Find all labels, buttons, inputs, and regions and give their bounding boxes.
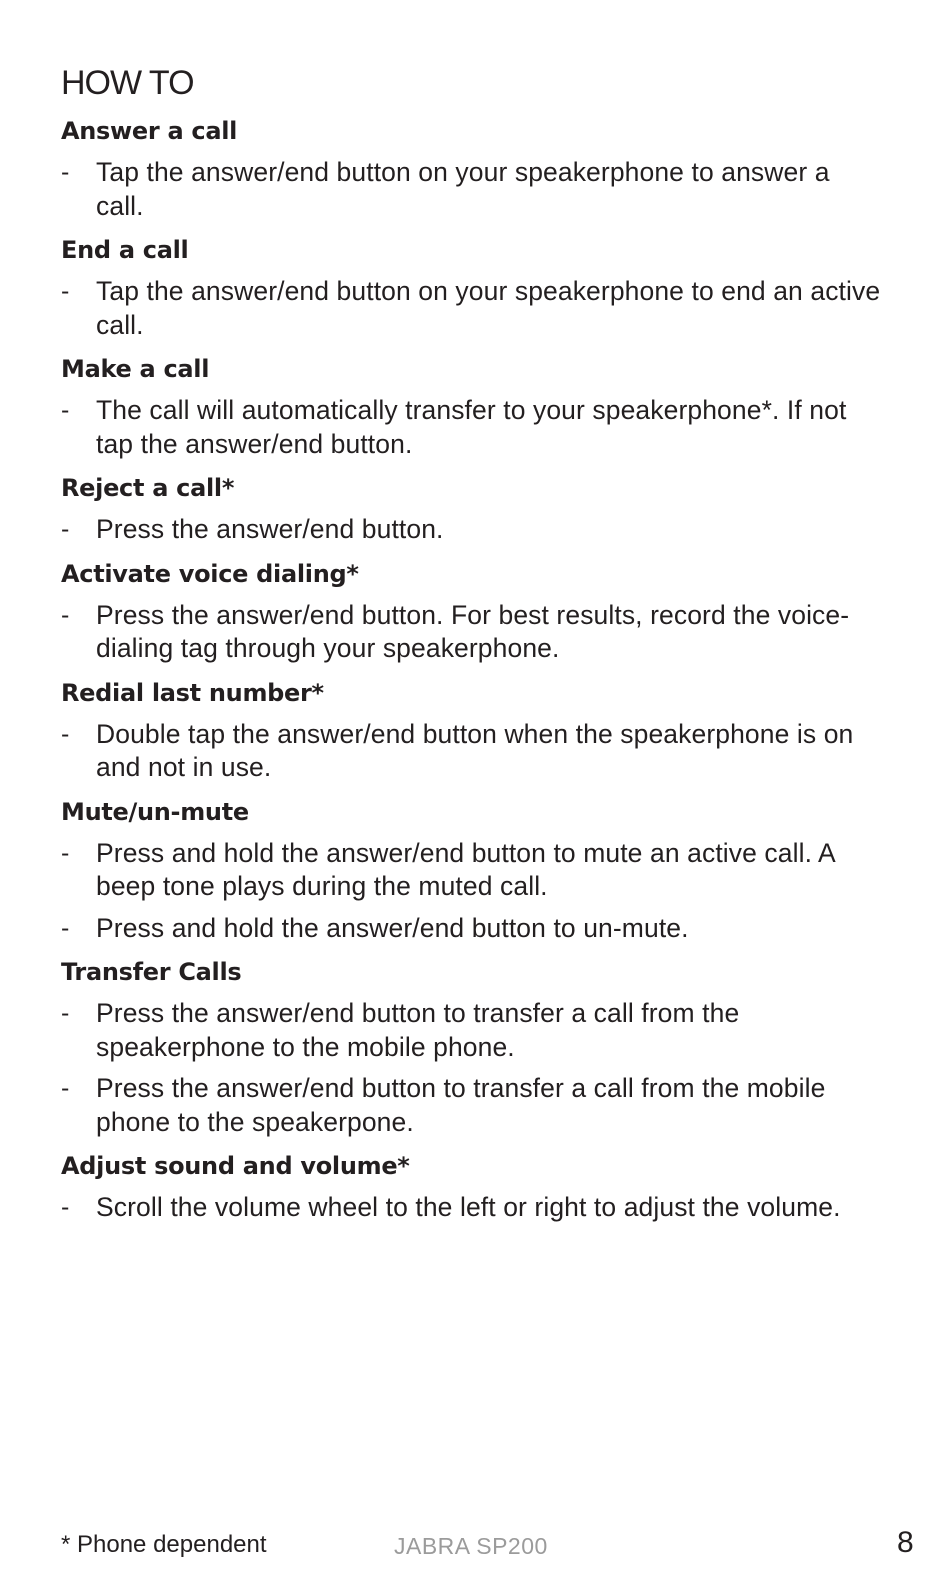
section-answer-a-call — [61, 114, 881, 223]
section-heading: Adjust sound and volume* — [61, 1152, 410, 1180]
section-heading: Answer a call — [61, 117, 238, 145]
section-heading: End a call — [61, 236, 189, 264]
section-activate-voice-dialing — [61, 557, 881, 666]
section-redial-last-number — [61, 676, 881, 785]
step-text: Press and hold the answer/end button to un-mute. — [96, 912, 689, 943]
dash-bullet: - — [61, 719, 70, 748]
section-heading: Mute/un-mute — [61, 797, 249, 826]
section-heading: Make a call — [61, 355, 210, 383]
list-item — [61, 1072, 881, 1139]
section-transfer-calls — [61, 955, 881, 1139]
dash-bullet: - — [61, 838, 70, 867]
dash-bullet: - — [61, 600, 70, 629]
dash-bullet: - — [61, 999, 70, 1027]
section-heading: Redial last number* — [61, 678, 324, 707]
section-heading: Activate voice dialing* — [61, 559, 359, 588]
dash-bullet: - — [61, 396, 70, 424]
list-item — [61, 837, 881, 904]
section-adjust-sound-and-volume — [61, 1149, 881, 1225]
dash-bullet: - — [61, 1193, 70, 1221]
instructions-list — [61, 114, 881, 1235]
list-item — [61, 156, 881, 223]
list-item — [61, 599, 881, 666]
step-text: Tap the answer/end button on your speakerphone to answer a call. — [96, 157, 830, 221]
page-number: 8 — [897, 1526, 914, 1559]
section-heading: Reject a call* — [61, 474, 235, 502]
step-text: Press the answer/end button. For best results, record the voice-dialing tag through your speakerphone. — [96, 599, 850, 663]
dash-bullet: - — [61, 913, 70, 942]
section-make-a-call — [61, 352, 881, 461]
step-text: Scroll the volume wheel to the left or right to adjust the volume. — [96, 1192, 841, 1222]
product-name: JABRA SP200 — [394, 1533, 548, 1559]
step-text: Double tap the answer/end button when the speakerphone is on and not in use. — [96, 718, 854, 782]
list-item — [61, 718, 881, 785]
section-end-a-call — [61, 233, 881, 342]
list-item — [61, 275, 881, 342]
list-item — [61, 513, 881, 547]
dash-bullet: - — [61, 1074, 70, 1102]
section-mute-un-mute — [61, 795, 881, 946]
step-text: Press the answer/end button. — [96, 514, 444, 544]
step-text: The call will automatically transfer to your speakerphone*. If not tap the answer/end button. — [96, 395, 847, 459]
dash-bullet: - — [61, 158, 70, 186]
step-text: Tap the answer/end button on your speakerphone to end an active call. — [96, 276, 881, 340]
list-item — [61, 394, 881, 461]
section-heading: Transfer Calls — [61, 958, 242, 986]
list-item — [61, 912, 881, 946]
step-text: Press the answer/end button to transfer a call from the mobile phone to the speakerpone. — [96, 1073, 826, 1137]
step-text: Press and hold the answer/end button to mute an active call. A beep tone plays during the muted call. — [96, 837, 835, 901]
step-text: Press the answer/end button to transfer a call from the speakerphone to the mobile phone. — [96, 998, 740, 1062]
dash-bullet: - — [61, 515, 70, 543]
dash-bullet: - — [61, 277, 70, 305]
footnote: * Phone dependent — [61, 1531, 267, 1558]
list-item — [61, 1191, 881, 1225]
section-reject-a-call — [61, 471, 881, 547]
page-title: HOW TO — [61, 64, 194, 102]
list-item — [61, 997, 881, 1064]
